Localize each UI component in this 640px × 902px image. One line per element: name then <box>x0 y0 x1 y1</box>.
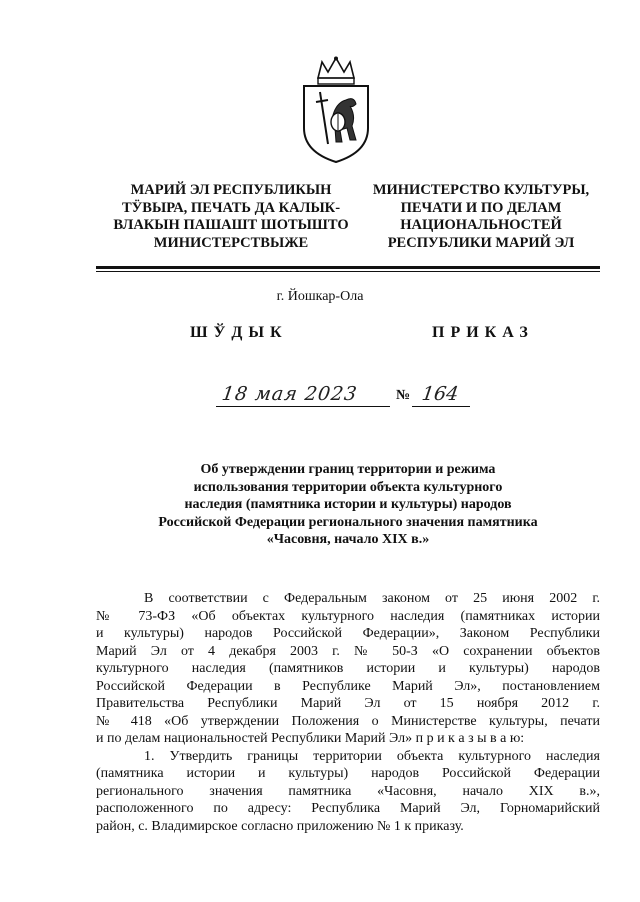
doc-type-mari: ШЎДЫК <box>190 324 288 341</box>
body-line: район, с. Владимирское согласно приложению № 1 к приказу. <box>96 818 464 834</box>
subject-line: «Часовня, начало XIX в.» <box>266 532 430 547</box>
header-left-line: МИНИСТЕРСТВЫЖЕ <box>153 234 309 251</box>
header-right-line: МИНИСТЕРСТВО КУЛЬТУРЫ, <box>372 182 590 198</box>
header-right-line: ПЕЧАТИ И ПО ДЕЛАМ <box>400 199 562 216</box>
order-body <box>96 590 600 835</box>
header-left-line: ТӰВЫРА, ПЕЧАТЬ ДА КАЛЫК- <box>121 199 341 216</box>
header-right-line: НАЦИОНАЛЬНОСТЕЙ <box>400 217 562 233</box>
header-divider-thin <box>96 271 600 272</box>
city-name: г. Йошкар-Ола <box>276 289 364 304</box>
body-line: В соответствии с Федеральным законом от 25 июня 2002 г. <box>144 591 600 606</box>
body-line: Марий Эл от 4 декабря 2003 г. № 50-З «О сохранении объектов <box>96 643 600 659</box>
body-line: культурного наследия (памятников истории и культуры) народов <box>96 661 600 676</box>
coat-of-arms-icon <box>290 56 382 166</box>
header-left-line: ВЛАКЫН ПАШАШТ ШОТЫШТО <box>113 217 349 233</box>
subject-line: наследия (памятника истории и культуры) народов <box>184 497 512 512</box>
number-sign: № <box>396 388 411 403</box>
handwritten-number: 164 <box>420 383 460 405</box>
doc-type-russian: ПРИКАЗ <box>432 324 534 341</box>
subject-line: Российской Федерации регионального значения памятника <box>158 514 538 530</box>
body-line: Правительства Республики Марий Эл от 15 ноября 2012 г. <box>96 696 600 711</box>
header-left-mari <box>96 182 366 252</box>
body-line: (памятника истории и культуры) народов Российской Федерации <box>96 766 600 781</box>
order-subject <box>96 461 600 549</box>
header-left-line: МАРИЙ ЭЛ РЕСПУБЛИКЫН <box>130 182 332 198</box>
coat-of-arms-emblem <box>290 56 382 166</box>
date-field <box>216 382 390 407</box>
body-line: Российской Федерации в Республике Марий Эл», постановлением <box>96 678 600 694</box>
body-line: 1. Утвердить границы территории объекта культурного наследия <box>144 748 600 764</box>
subject-line: Об утверждении границ территории и режима <box>200 462 496 477</box>
body-line: и по делам национальностей Республики Марий Эл» п р и к а з ы в а ю: <box>96 731 525 746</box>
number-field <box>412 382 470 407</box>
handwritten-date: 18 мая 2023 <box>220 383 359 405</box>
header-right-russian <box>365 182 597 252</box>
body-line: № 73-ФЗ «Об объектах культурного наследия (памятниках истории <box>96 608 600 624</box>
body-line: и культуры) народов Российской Федерации», Законом Республики <box>96 626 600 641</box>
body-line: расположенного по адресу: Республика Марий Эл, Горномарийский <box>96 801 600 816</box>
body-line: регионального значения памятника «Часовня, начало XIX в.», <box>96 783 600 799</box>
subject-line: использования территории объекта культурного <box>193 479 503 495</box>
header-divider-thick <box>96 266 600 269</box>
body-line: № 418 «Об утверждении Положения о Министерстве культуры, печати <box>96 713 600 729</box>
header-right-line: РЕСПУБЛИКИ МАРИЙ ЭЛ <box>387 234 575 251</box>
